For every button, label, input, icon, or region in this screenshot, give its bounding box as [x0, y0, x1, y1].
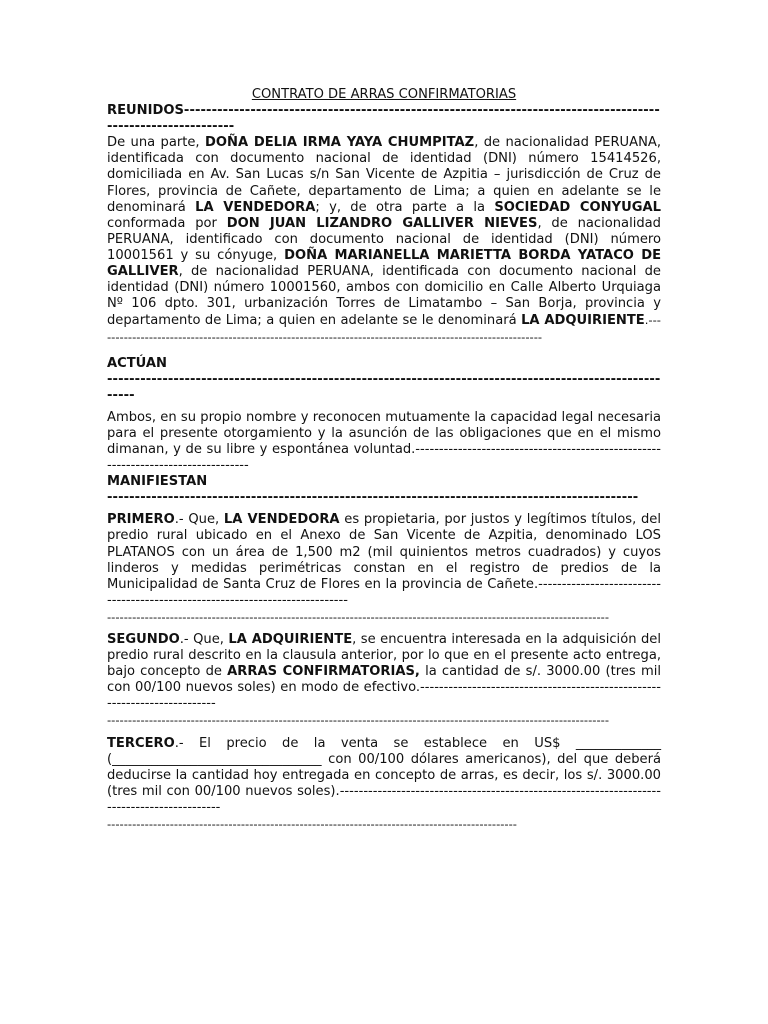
primero-text-1: .- Que, [174, 512, 224, 528]
segundo-buyer: LA ADQUIRIENTE [228, 632, 353, 647]
clause-segundo [107, 632, 661, 712]
reunidos-dashes: ------------------------------------------------------------------------------------------------------------- [107, 103, 660, 135]
segundo-text-1: .- Que, [179, 632, 229, 647]
clause-primero [107, 512, 661, 609]
reunidos-label: REUNIDOS [107, 103, 184, 119]
segundo-separator [107, 712, 661, 729]
clause-tercero [107, 736, 661, 816]
parties-text-6: , de nacionalidad PERUANA, identificada con documento nacional de identidad (DNI) número 10001560, ambos con domicilio en Calle Alberto Urquiaga Nº 106 dpto. 301, urbanización Torres de Limatambo – San Borja, provincia y departamento de Lima; a quien en adelante se le denominará [107, 264, 661, 329]
primero-label: PRIMERO [107, 512, 175, 528]
seller-alias: LA VENDEDORA [195, 199, 316, 215]
segundo-text-2: , se encuentra interesada en la adquisición del predio rural descrito en la clausula anterior, por lo que en el presente acto entrega, bajo concepto de [107, 632, 661, 680]
segundo-label: SEGUNDO [107, 632, 180, 647]
actuan-dashes-line [107, 372, 661, 404]
parties-text-5: , de nacionalidad PERUANA, identificado con documento nacional de identidad (DNI) número 10001561 y su cónyuge, [107, 215, 661, 263]
buyer-wife-name: DOÑA MARIANELLA MARIETTA BORDA YATACO DE GALLIVER [107, 247, 662, 280]
parties-paragraph [107, 135, 661, 346]
section-heading-manifiestan: MANIFIESTAN [107, 474, 208, 490]
segundo-text-3: la cantidad de s/. 3000.00 (tres mil con 00/100 nuevos soles) en modo de efectivo.-------------------------------------------------------------------------- [107, 664, 661, 712]
seller-name: DOÑA DELIA IRMA YAYA CHUMPITAZ [204, 135, 475, 151]
primero-dashes: ------------------------------------------------------------------------------------------------------------------------ [107, 609, 610, 624]
segundo-arras: ARRAS CONFIRMATORIAS, [227, 664, 420, 680]
segundo-dashes: ------------------------------------------------------------------------------------------------------------------------ [107, 713, 610, 728]
manifiestan-dashes-line [107, 490, 661, 506]
buyer-husband-name: DON JUAN LIZANDRO GALLIVER NIEVES [226, 215, 538, 231]
document-page [107, 87, 661, 833]
buyer-alias: LA ADQUIRIENTE [521, 313, 645, 329]
parties-text-7: .----------------------------------------------------------------------------------------------------------- [107, 313, 661, 345]
parties-text-4: conformada por [107, 215, 227, 231]
section-heading-actuan: ACTÚAN [107, 355, 167, 371]
actuan-paragraph [107, 410, 661, 474]
tercero-separator [107, 816, 661, 833]
document-title: CONTRATO DE ARRAS CONFIRMATORIAS [251, 87, 517, 102]
primero-seller: LA VENDEDORA [223, 512, 340, 528]
primero-separator [107, 609, 661, 626]
parties-text-1: De una parte, [107, 135, 205, 151]
actuan-dashes: --------------------------------------------------------------------------------------------------------- [107, 371, 661, 403]
manifiestan-dashes: ------------------------------------------------------------------------------------------------ [107, 490, 639, 506]
actuan-text: Ambos, en su propio nombre y reconocen mutuamente la capacidad legal necesaria para el presente otorgamiento y la asunción de las obligaciones que en el mismo dimanan, y de su libre y espontánea voluntad.---------------------------------------------------------------------------------- [107, 409, 661, 474]
parties-text-3: ; y, de otra parte a la [315, 199, 495, 215]
parties-text-2: , de nacionalidad PERUANA, identificada con documento nacional de identidad (DNI) número 15414526, domiciliada en Av. San Lucas s/n San Vicente de Azpitia – jurisdicción de Cruz de Flores, provincia de Cañete, departamento de Lima; a quien en adelante se le denominará [107, 135, 661, 215]
tercero-text-1: .- El precio de la venta se establece en US$ _____________ (________________________________ con 00/100 dólares americanos), del que deberá deducirse la cantidad hoy entregada en concepto de arras, es decir, los s/. 3000.00 (tres mil con 00/100 nuevos soles).-------------------------------------------------------------------------------------------- [107, 735, 661, 815]
tercero-dashes: -------------------------------------------------------------------------------------------------- [107, 817, 517, 832]
primero-text-2: es propietaria, por justos y legítimos títulos, del predio rural ubicado en el Anexo de San Vicente de Azpitia, denominado LOS PLATANOS con un área de 1,500 m2 (mil quinientos metros cuadrados) y cuyos linderos y medidas perimétricas constan en el registro de predios de la Municipalidad de Santa Cruz de Flores en la provincia de Cañete.----------------------------------------------------------------------------- [107, 512, 661, 608]
conjugal-society: SOCIEDAD CONYUGAL [494, 199, 661, 215]
tercero-label: TERCERO [107, 735, 175, 751]
section-heading-reunidos [107, 103, 661, 135]
